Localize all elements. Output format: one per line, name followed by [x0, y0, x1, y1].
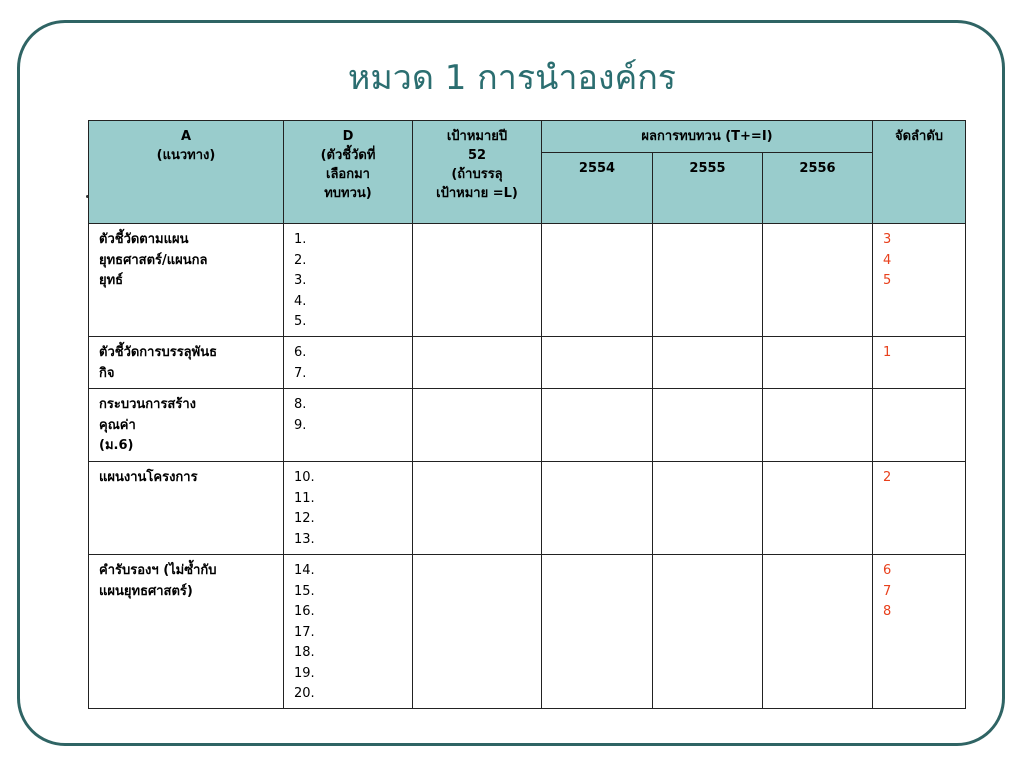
category-cell — [89, 224, 284, 337]
table-row — [89, 555, 966, 709]
rank-item: 1 — [883, 345, 892, 360]
category-line: ยุทธ์ — [99, 273, 124, 288]
category-line: แผนยุทธศาสตร์) — [99, 583, 193, 599]
year-2554-cell — [542, 462, 653, 555]
indicator-item: 18. — [294, 645, 315, 660]
table-row — [89, 224, 966, 337]
rank-cell — [873, 389, 966, 462]
rank-item: 2 — [883, 470, 892, 485]
indicator-item: 8. — [294, 397, 307, 412]
rank-item: 6 — [883, 563, 892, 578]
indicator-item: 16. — [294, 604, 315, 619]
table-row — [89, 462, 966, 555]
year-2554-cell — [542, 555, 653, 709]
header-year-2554: 2554 — [542, 153, 653, 224]
indicator-item: 4. — [294, 293, 307, 309]
indicator-item: 7. — [294, 365, 307, 381]
header-col-a-line: A — [180, 129, 192, 144]
year-2556-cell — [763, 389, 873, 462]
header-col-target — [413, 121, 542, 224]
indicator-item: 19. — [294, 665, 315, 681]
category-line: ยุทธศาสตร์/แผนกล — [99, 252, 208, 268]
indicator-item: 17. — [294, 624, 315, 640]
indicator-item: 13. — [294, 531, 315, 547]
header-col-d-line: D — [342, 129, 354, 144]
year-2554-cell — [542, 337, 653, 389]
category-line: (ม.6) — [99, 438, 134, 453]
indicator-cell — [284, 337, 413, 389]
indicator-item: 10. — [294, 470, 315, 485]
year-2556-cell — [763, 462, 873, 555]
rank-cell — [873, 462, 966, 555]
header-col-d-line: ทบทวน) — [324, 186, 372, 201]
indicator-item: 2. — [294, 252, 307, 268]
indicator-cell — [284, 224, 413, 337]
header-col-target-line: เป้าหมาย =L) — [436, 186, 518, 201]
header-col-d — [284, 121, 413, 224]
rank-item: 5 — [883, 273, 892, 288]
slide-title: หมวด 1 การนำองค์กร — [347, 58, 677, 98]
header-col-target-line: เป้าหมายปี — [446, 129, 508, 144]
year-2555-cell — [653, 555, 763, 709]
rank-item: 3 — [883, 232, 892, 247]
indicator-item: 20. — [294, 686, 315, 701]
category-cell — [89, 555, 284, 709]
category-line: คำรับรองฯ (ไม่ซ้ำกับ — [99, 563, 217, 578]
year-2555-cell — [653, 337, 763, 389]
header-year-2555: 2555 — [653, 153, 763, 224]
indicator-item: 15. — [294, 583, 315, 599]
rank-cell — [873, 337, 966, 389]
rank-item: 8 — [883, 604, 892, 619]
target-cell — [413, 337, 542, 389]
target-cell — [413, 462, 542, 555]
table-row — [89, 389, 966, 462]
year-2555-cell — [653, 224, 763, 337]
indicator-item: 11. — [294, 490, 315, 506]
indicator-item: 12. — [294, 511, 315, 526]
indicator-cell — [284, 462, 413, 555]
year-2555-cell — [653, 462, 763, 555]
category-line: กิจ — [99, 365, 115, 381]
review-table — [88, 120, 966, 709]
target-cell — [413, 224, 542, 337]
header-col-rank: จัดลำดับ — [873, 121, 966, 224]
category-line: กระบวนการสร้าง — [99, 397, 196, 412]
header-col-target-line: 52 — [467, 148, 487, 163]
category-line: คุณค่า — [99, 417, 136, 433]
header-col-a — [89, 121, 284, 224]
indicator-cell — [284, 555, 413, 709]
year-2556-cell — [763, 337, 873, 389]
indicator-item: 1. — [294, 232, 307, 247]
indicator-cell — [284, 389, 413, 462]
year-2554-cell — [542, 389, 653, 462]
indicator-item: 9. — [294, 417, 307, 433]
table-row — [89, 337, 966, 389]
header-year-2556: 2556 — [763, 153, 873, 224]
category-cell — [89, 337, 284, 389]
category-cell — [89, 389, 284, 462]
indicator-item: 3. — [294, 273, 307, 288]
target-cell — [413, 555, 542, 709]
indicator-item: 5. — [294, 314, 307, 329]
indicator-item: 14. — [294, 563, 315, 578]
header-col-d-line: เลือกมา — [326, 167, 370, 182]
category-cell — [89, 462, 284, 555]
rank-cell — [873, 555, 966, 709]
category-line: ตัวชี้วัดตามแผน — [99, 232, 189, 247]
header-col-target-line: (ถ้าบรรลุ — [451, 167, 503, 182]
rank-item: 4 — [883, 252, 892, 268]
category-line: ตัวชี้วัดการบรรลุพันธ — [99, 345, 218, 360]
target-cell — [413, 389, 542, 462]
indicator-item: 6. — [294, 345, 307, 360]
rank-item: 7 — [883, 583, 892, 599]
rank-cell — [873, 224, 966, 337]
year-2556-cell — [763, 224, 873, 337]
year-2554-cell — [542, 224, 653, 337]
year-2556-cell — [763, 555, 873, 709]
year-2555-cell — [653, 389, 763, 462]
header-col-d-line: (ตัวชี้วัดที่ — [320, 148, 376, 163]
category-line: แผนงานโครงการ — [99, 470, 198, 485]
header-col-a-line: (แนวทาง) — [156, 148, 216, 163]
header-col-results: ผลการทบทวน (T+=I) — [542, 121, 873, 153]
